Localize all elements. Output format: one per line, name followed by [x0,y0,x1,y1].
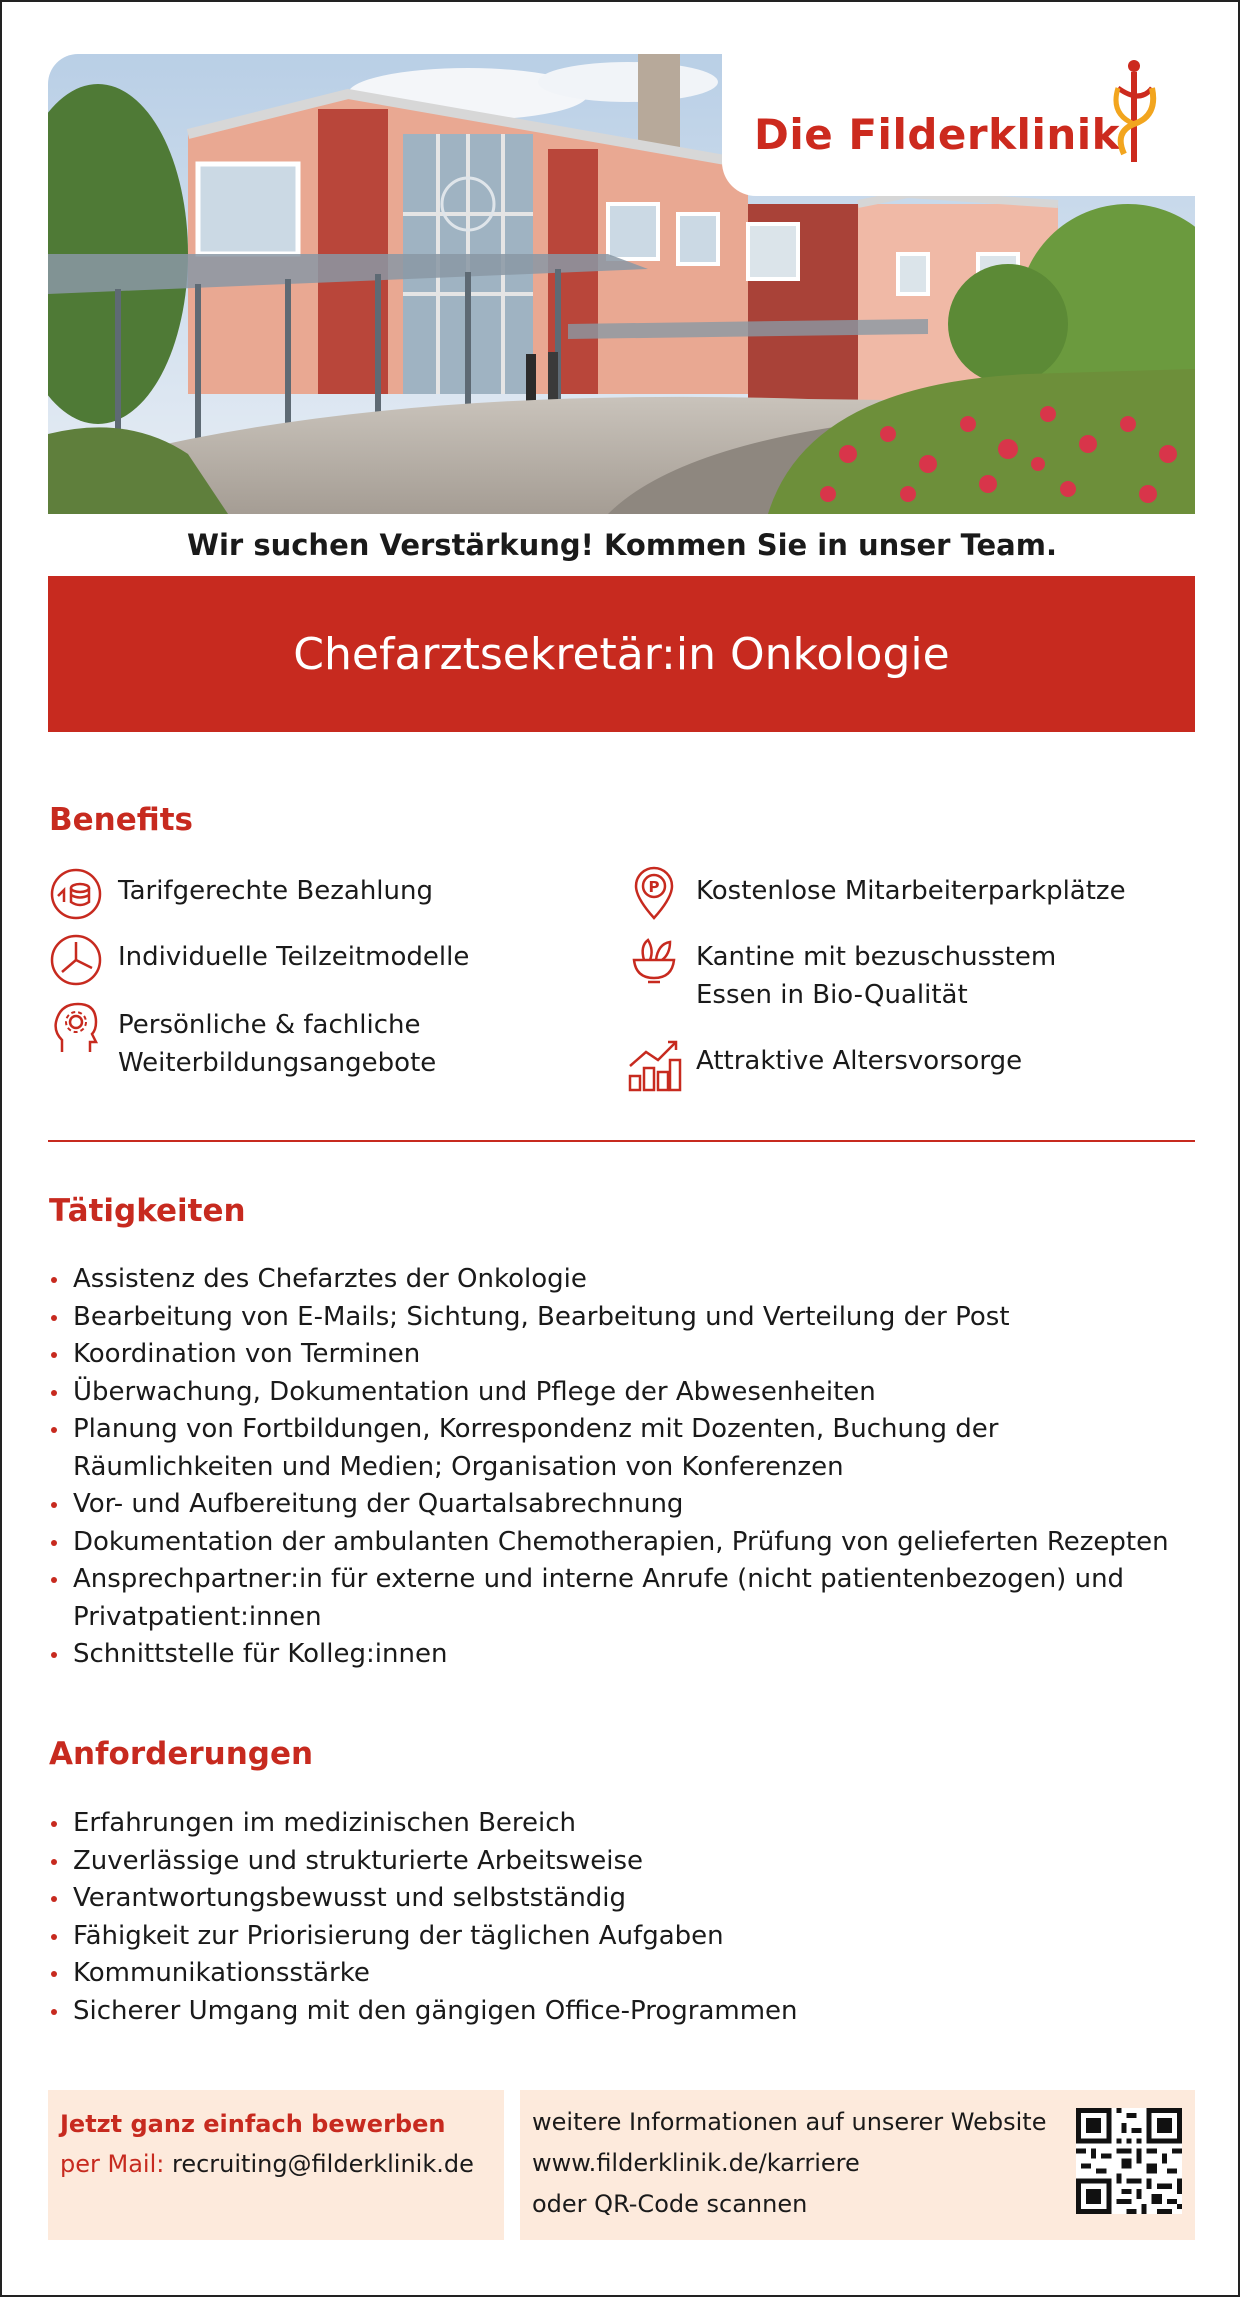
anforderungen-list [48,1805,1195,2030]
svg-text:P: P [648,878,660,896]
qr-hint: oder QR-Code scannen [532,2190,808,2218]
apply-title: Jetzt ganz einfach bewerben [60,2110,446,2138]
coins-icon [48,866,104,922]
taetigkeiten-heading: Tätigkeiten [49,1193,246,1229]
head-gear-icon [48,1000,104,1056]
list-item: Ansprechpartner:in für externe und interne Anrufe (nicht patientenbezogen) und Privatpatient:innen [48,1561,1195,1636]
growth-chart-icon [626,1036,682,1092]
list-item: Fähigkeit zur Priorisierung der täglichen Aufgaben [48,1918,1195,1956]
list-item: Überwachung, Dokumentation und Pflege der Abwesenheiten [48,1374,1195,1412]
list-item: Koordination von Terminen [48,1336,1195,1374]
list-item: Kommunikationsstärke [48,1955,1195,1993]
apply-mail-line [60,2150,474,2178]
parking-pin-icon [626,866,682,922]
job-title: Chefarztsekretär:in Onkologie [293,628,950,680]
list-item: Dokumentation der ambulanten Chemotherapien, Prüfung von gelieferten Rezepten [48,1524,1195,1562]
mail-label: per Mail: [60,2150,165,2178]
mail-link[interactable]: recruiting@filderklinik.de [171,2150,474,2178]
qr-code[interactable] [1076,2108,1182,2214]
benefit-label: Persönliche & fachliche Weiterbildungsangebote [118,1010,437,1078]
benefit-label: Tarifgerechte Bezahlung [118,876,433,906]
benefit-label: Attraktive Altersvorsorge [696,1046,1023,1076]
info-text: weitere Informationen auf unserer Website [532,2108,1047,2136]
benefit-label: Individuelle Teilzeitmodelle [118,942,470,972]
info-box [520,2090,1195,2240]
benefit-item [48,1000,436,1082]
benefit-label: Kostenlose Mitarbeiterparkplätze [696,876,1126,906]
benefits-heading: Benefits [49,802,193,838]
list-item: Sicherer Umgang mit den gängigen Office-Programmen [48,1993,1195,2031]
benefit-item [626,932,1056,1014]
list-item: Bearbeitung von E-Mails; Sichtung, Bearbeitung und Verteilung der Post [48,1299,1195,1337]
job-title-banner [48,576,1195,732]
list-item: Vor- und Aufbereitung der Quartalsabrechnung [48,1486,1195,1524]
taetigkeiten-list [48,1261,1195,1674]
tagline: Wir suchen Verstärkung! Kommen Sie in unser Team. [187,528,1057,562]
anforderungen-heading: Anforderungen [49,1736,314,1772]
section-divider [48,1140,1195,1142]
staff-serpent-icon [1110,58,1162,166]
list-item: Assistenz des Chefarztes der Onkologie [48,1261,1195,1299]
benefit-item [626,866,1126,922]
list-item: Verantwortungsbewusst und selbstständig [48,1880,1195,1918]
benefit-label: Kantine mit bezuschusstem Essen in Bio-Qualität [696,942,1057,1010]
list-item: Erfahrungen im medizinischen Bereich [48,1805,1195,1843]
logo-text: Die Filderklinik [754,110,1121,159]
list-item: Zuverlässige und strukturierte Arbeitsweise [48,1843,1195,1881]
benefit-item [48,932,469,988]
clock-icon [48,932,104,988]
benefit-item [48,866,433,922]
website-link[interactable]: www.filderklinik.de/karriere [532,2149,860,2177]
list-item: Planung von Fortbildungen, Korrespondenz mit Dozenten, Buchung der Räumlichkeiten und Medien; Organisation von Konferenzen [48,1411,1195,1486]
apply-box [48,2090,504,2240]
list-item: Schnittstelle für Kolleg:innen [48,1636,1195,1674]
benefit-item [626,1036,1022,1092]
salad-bowl-icon [626,932,682,988]
